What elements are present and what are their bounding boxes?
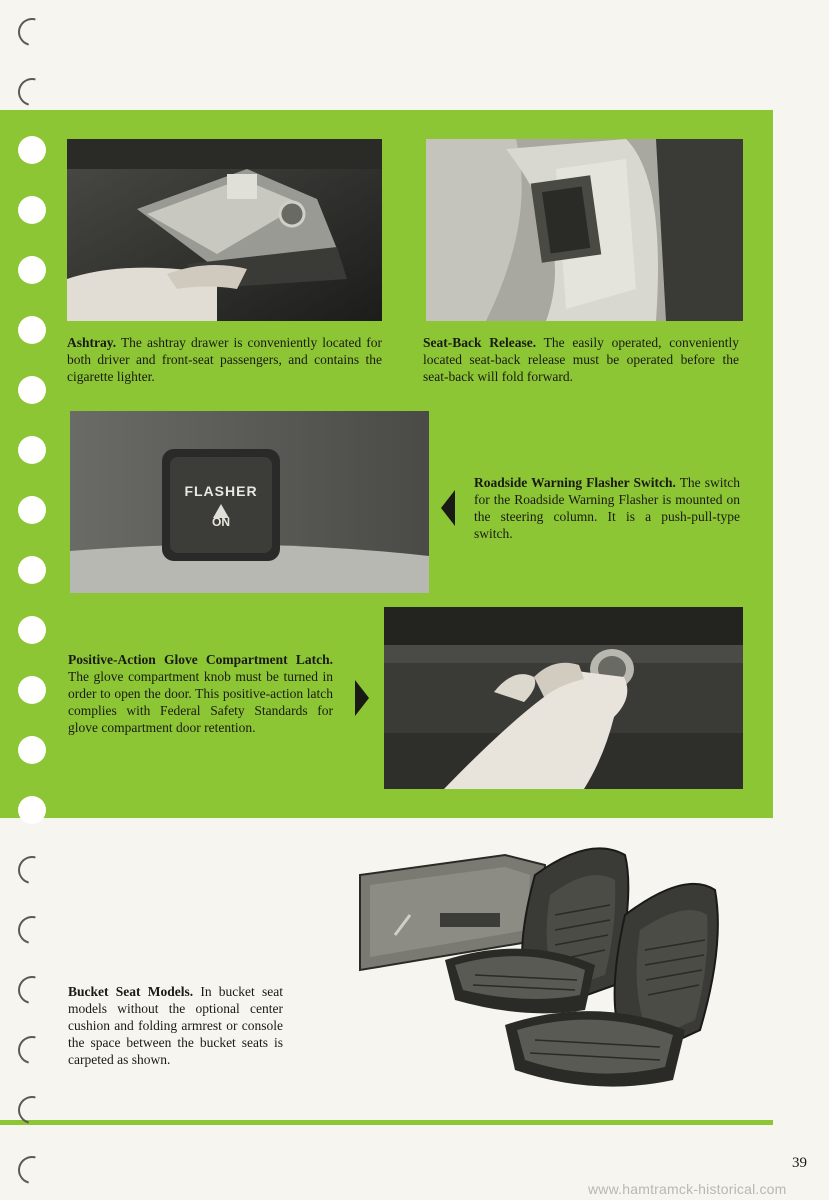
binder-hole: [13, 1151, 51, 1189]
flasher-label: FLASHER: [184, 483, 258, 499]
bucket-seats-illustration: [355, 835, 730, 1105]
binder-hole: [13, 13, 51, 51]
ashtray-body: The ashtray drawer is conveniently located for both driver and front-seat passengers, and contains the cigarette lighter.: [67, 335, 382, 384]
binder-hole: [18, 616, 46, 644]
bucket-title: Bucket Seat Models.: [68, 984, 194, 999]
binder-hole: [18, 436, 46, 464]
ashtray-caption: [67, 334, 382, 385]
flasher-photo: [70, 411, 429, 593]
binder-hole: [18, 676, 46, 704]
binder-hole: [18, 796, 46, 824]
binder-hole: [18, 556, 46, 584]
binder-hole: [13, 911, 51, 949]
flasher-body: The switch for the Roadside Warning Flasher is mounted on the steering column. It is a push-pull-type switch.: [474, 475, 740, 541]
page-number: 39: [792, 1155, 807, 1171]
binder-hole: [18, 196, 46, 224]
binder-hole: [18, 736, 46, 764]
watermark: www.hamtramck-historical.com: [588, 1181, 787, 1197]
binder-hole: [18, 376, 46, 404]
binder-hole: [13, 971, 51, 1009]
seat-back-title: Seat-Back Release.: [423, 335, 537, 350]
binder-hole: [18, 316, 46, 344]
binder-hole: [18, 136, 46, 164]
glove-photo: [384, 607, 743, 789]
ashtray-photo: [67, 139, 382, 321]
left-pointer-icon: [441, 490, 455, 526]
right-pointer-icon: [355, 680, 369, 716]
flasher-caption: [474, 474, 740, 542]
bucket-caption: [68, 983, 283, 1068]
binder-hole: [18, 256, 46, 284]
seat-back-body: The easily operated, conveniently located seat-back release must be operated before the seat-back will fold forward.: [423, 335, 739, 384]
bucket-body: In bucket seat models without the optional center cushion and folding armrest or console the space between the bucket seats is carpeted as shown.: [68, 984, 284, 1067]
flasher-on-label: ON: [212, 515, 230, 529]
binder-hole: [13, 73, 51, 111]
flasher-title: Roadside Warning Flasher Switch.: [474, 475, 676, 490]
seat-back-photo: [426, 139, 743, 321]
glove-body: The glove compartment knob must be turned in order to open the door. This positive-action latch complies with Federal Safety Standards for glove compartment door retention.: [68, 669, 333, 735]
binder-hole: [13, 1031, 51, 1069]
seat-back-caption: [423, 334, 739, 385]
ashtray-title: Ashtray.: [67, 335, 117, 350]
bottom-rule: [0, 1120, 773, 1125]
binder-hole: [18, 496, 46, 524]
glove-title: Positive-Action Glove Compartment Latch.: [68, 652, 333, 667]
glove-caption: [68, 651, 333, 736]
binder-hole: [13, 851, 51, 889]
